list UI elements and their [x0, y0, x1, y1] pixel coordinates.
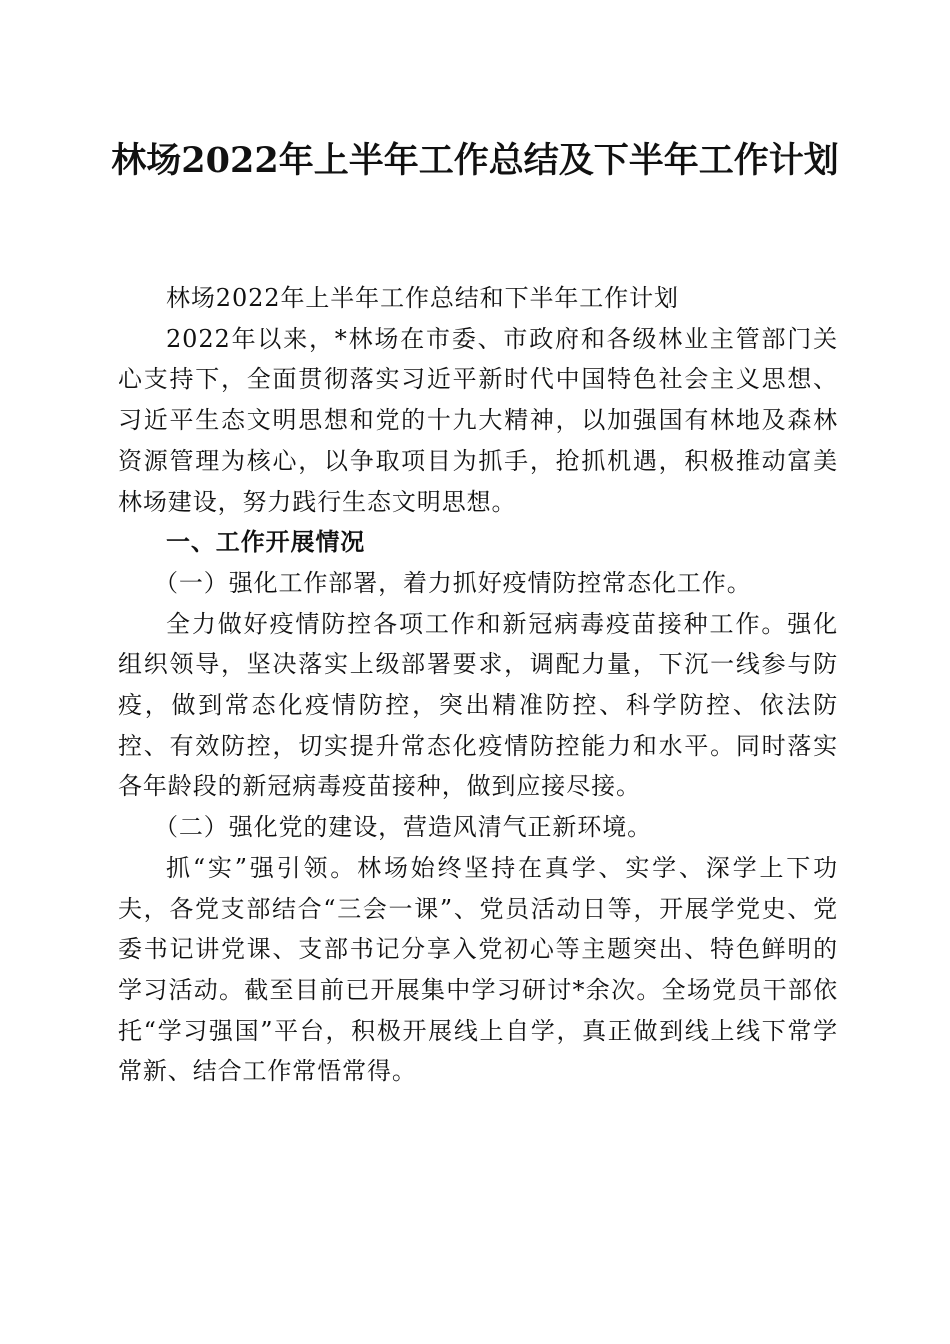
subsection-heading-1: （一）强化工作部署，着力抓好疫情防控常态化工作。 [154, 568, 752, 597]
document-title: 林场2022年上半年工作总结及下半年工作计划 [111, 140, 839, 181]
subsection-heading-2: （二）强化党的建设，营造风清气正新环境。 [154, 813, 652, 842]
intro-paragraph: 2022年以来，*林场在市委、市政府和各级林业主管部门关心支持下，全面贯彻落实习近平新时代中国特色社会主义思想、习近平生态文明思想和党的十九大精神，以加强国有林地及森林资源管理为核心，以争取项目为抓手，抢抓机遇，积极推动富美林场建设，努力践行生态文明思想。 [118, 324, 838, 516]
party-building-paragraph: 抓“实”强引领。林场始终坚持在真学、实学、深学上下功夫，各党支部结合“三会一课”、党员活动日等，开展学党史、党委书记讲党课、支部书记分享入党初心等主题突出、特色鲜明的学习活动。截至目前已开展集中学习研讨*余次。全场党员干部依托“学习强国”平台，积极开展线上自学，真正做到线上线下常学常新、结合工作常悟常得。 [118, 853, 838, 1086]
section-heading: 一、工作开展情况 [166, 527, 366, 557]
document-body [118, 278, 838, 1092]
subtitle-paragraph: 林场2022年上半年工作总结和下半年工作计划 [166, 284, 679, 312]
epidemic-paragraph: 全力做好疫情防控各项工作和新冠病毒疫苗接种工作。强化组织领导，坚决落实上级部署要求，调配力量，下沉一线参与防疫，做到常态化疫情防控，突出精准防控、科学防控、依法防控、有效防控，切实提升常态化疫情防控能力和水平。同时落实各年龄段的新冠病毒疫苗接种，做到应接尽接。 [118, 609, 838, 801]
